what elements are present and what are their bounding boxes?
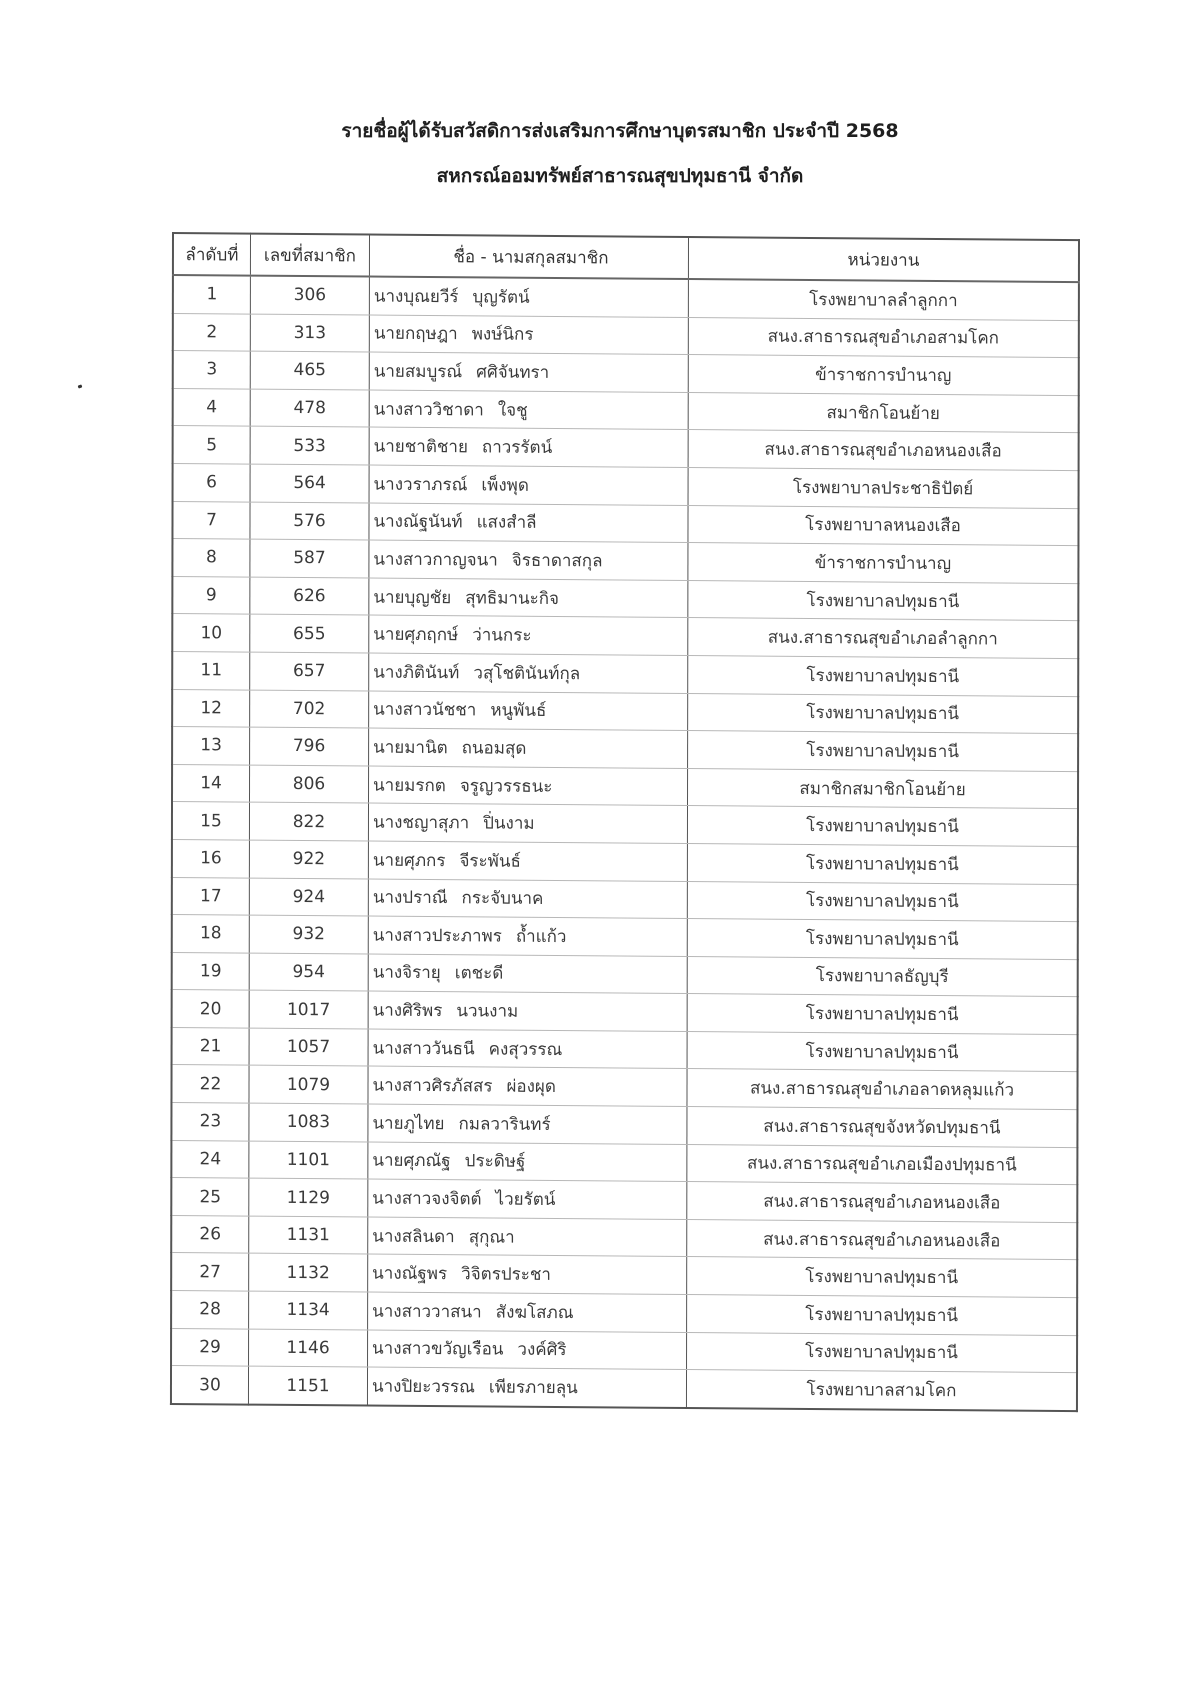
last-name: วิจิตรประชา [461, 1264, 551, 1286]
cell-unit: สนง.สาธารณสุขอำเภอสามโคก [688, 317, 1079, 358]
cell-unit: สมาชิกสมาชิกโอนย้าย [688, 768, 1079, 809]
cell-member-no: 626 [250, 577, 369, 616]
first-name: นางสาววิชาดา [373, 399, 484, 421]
first-name: นายสมบูรณ์ [373, 361, 463, 383]
first-name: นายกฤษฎา [373, 323, 458, 345]
last-name: ถ้ำแก้ว [515, 926, 567, 947]
first-name: นางสลินดา [372, 1226, 455, 1247]
first-name: นายมรกต [373, 775, 446, 796]
cell-member-no: 587 [250, 539, 369, 578]
first-name: นายชาติชาย [373, 436, 468, 458]
organization-name: สหกรณ์ออมทรัพย์สาธารณสุขปทุมธานี จำกัด [436, 165, 804, 187]
cell-unit: โรงพยาบาลหนองเสือ [688, 505, 1079, 546]
cell-member-no: 806 [250, 765, 369, 804]
first-name: นางบุณยวีร์ [373, 286, 459, 308]
cell-seq: 4 [173, 388, 251, 426]
cell-unit: โรงพยาบาลปทุมธานี [687, 1031, 1078, 1072]
cell-member-no: 1057 [249, 1028, 368, 1067]
cell-name [369, 691, 688, 731]
first-name: นายภูไทย [372, 1113, 445, 1135]
cell-unit: โรงพยาบาลปทุมธานี [687, 994, 1078, 1035]
last-name: คงสุวรรณ [488, 1039, 563, 1060]
last-name: จรูญวรรธนะ [459, 775, 553, 797]
cell-name [368, 841, 687, 881]
last-name: ถนอมสุด [461, 738, 527, 759]
cell-seq: 2 [173, 313, 251, 351]
cell-name [368, 1067, 687, 1107]
last-name: ใจชู [497, 400, 528, 421]
last-name: สุทธิมานะกิจ [465, 587, 560, 609]
cell-seq: 10 [172, 614, 250, 652]
cell-seq: 11 [172, 651, 250, 689]
cell-seq: 23 [171, 1103, 249, 1141]
first-name: นายมานิต [373, 737, 448, 759]
cell-unit: โรงพยาบาลปทุมธานี [688, 580, 1079, 621]
cell-member-no: 1151 [248, 1366, 367, 1405]
cell-seq: 26 [171, 1215, 249, 1253]
cell-seq: 1 [173, 275, 251, 314]
cell-unit: สนง.สาธารณสุขอำเภอหนองเสือ [688, 430, 1079, 471]
cell-seq: 8 [172, 539, 250, 577]
cell-member-no: 478 [250, 389, 369, 428]
cell-member-no: 1134 [249, 1291, 368, 1330]
cell-seq: 29 [171, 1328, 249, 1366]
cell-unit: โรงพยาบาลปทุมธานี [687, 806, 1078, 847]
cell-member-no: 576 [250, 502, 369, 541]
cell-unit: สนง.สาธารณสุขอำเภอหนองเสือ [687, 1219, 1078, 1260]
cell-name [368, 1179, 687, 1219]
cell-unit: สนง.สาธารณสุขอำเภอลาดหลุมแก้ว [687, 1069, 1078, 1110]
cell-unit: โรงพยาบาลปทุมธานี [688, 693, 1079, 734]
cell-name [368, 954, 687, 994]
first-name: นางณัฐพร [372, 1263, 448, 1285]
cell-name [368, 1292, 687, 1332]
cell-unit: โรงพยาบาลสามโคก [686, 1370, 1077, 1411]
cell-unit: โรงพยาบาลปทุมธานี [687, 1332, 1078, 1373]
first-name: นางชญาสุภา [372, 812, 470, 834]
cell-seq: 28 [171, 1291, 249, 1329]
cell-member-no: 796 [250, 727, 369, 766]
cell-seq: 13 [172, 727, 250, 765]
cell-unit: โรงพยาบาลปทุมธานี [688, 731, 1079, 772]
cell-name [369, 315, 688, 355]
header-unit: หน่วยงาน [688, 237, 1079, 282]
cell-unit: โรงพยาบาลลำลูกกา [688, 279, 1079, 320]
last-name: แสงสำลี [476, 512, 537, 534]
cell-name [369, 728, 688, 768]
first-name: นางปิยะวรรณ [371, 1376, 475, 1398]
first-name: นางศิริพร [372, 1000, 443, 1022]
cell-seq: 18 [172, 915, 250, 953]
cell-seq: 6 [173, 463, 251, 501]
first-name: นางสาววาสนา [372, 1301, 482, 1323]
cell-member-no: 306 [250, 276, 369, 315]
last-name: กระจับนาค [461, 888, 544, 910]
cell-seq: 21 [172, 1027, 250, 1065]
cell-unit: โรงพยาบาลปทุมธานี [687, 1257, 1078, 1298]
cell-seq: 27 [171, 1253, 249, 1291]
cell-seq: 12 [172, 689, 250, 727]
cell-unit: ข้าราชการบำนาญ [688, 355, 1079, 396]
table-body [171, 275, 1079, 1411]
first-name: นายศุภณัฐ [372, 1151, 451, 1172]
cell-name [368, 879, 687, 919]
last-name: พงษ์นิกร [471, 324, 534, 346]
last-name: กมลวารินทร์ [458, 1114, 551, 1135]
cell-unit: โรงพยาบาลปทุมธานี [687, 1295, 1078, 1336]
last-name: ถาวรรัตน์ [481, 437, 553, 459]
table-row [171, 1366, 1077, 1411]
last-name: เพียรภายลุน [488, 1377, 578, 1399]
cell-name [368, 1104, 687, 1144]
cell-member-no: 1101 [249, 1141, 368, 1180]
first-name: นางสาววันธนี [372, 1038, 475, 1060]
cell-member-no: 1083 [249, 1103, 368, 1142]
first-name: นางวราภรณ์ [373, 474, 468, 496]
cell-member-no: 822 [249, 802, 368, 841]
last-name: ผ่องผุด [506, 1076, 556, 1098]
first-name: นางภิตินันท์ [373, 662, 460, 683]
cell-name [369, 540, 688, 580]
document-title: รายชื่อผู้ได้รับสวัสดิการส่งเสริมการศึกษาบุตรสมาชิก ประจำปี 2568 [341, 120, 899, 142]
cell-seq: 20 [172, 990, 250, 1028]
cell-name [367, 1367, 686, 1408]
cell-member-no: 702 [250, 690, 369, 729]
cell-name [369, 277, 688, 318]
cell-name [369, 427, 688, 467]
first-name: นางสาวจงจิตต์ [372, 1188, 482, 1210]
cell-seq: 14 [172, 764, 250, 802]
cell-seq: 25 [171, 1178, 249, 1216]
cell-name [368, 1142, 687, 1182]
cell-seq: 3 [173, 351, 251, 389]
last-name: ไวยรัตน์ [495, 1189, 556, 1211]
cell-member-no: 1129 [249, 1178, 368, 1217]
cell-member-no: 313 [250, 314, 369, 353]
cell-name [369, 653, 688, 693]
recipients-table [170, 232, 1080, 1412]
cell-name [368, 1029, 687, 1069]
cell-name [368, 1254, 687, 1294]
cell-member-no: 932 [249, 915, 368, 954]
last-name: ศศิจันทรา [476, 362, 550, 383]
last-name: บุญรัตน์ [472, 287, 530, 308]
cell-member-no: 1146 [249, 1329, 368, 1368]
cell-seq: 9 [172, 576, 250, 614]
cell-unit: สนง.สาธารณสุขอำเภอลำลูกกา [688, 618, 1079, 659]
cell-unit: สมาชิกโอนย้าย [688, 392, 1079, 433]
last-name: สุกุณา [468, 1226, 515, 1248]
cell-unit: ข้าราชการบำนาญ [688, 543, 1079, 584]
cell-name [368, 803, 687, 843]
cell-seq: 17 [172, 877, 250, 915]
header-seq: ลำดับที่ [173, 233, 251, 276]
last-name: สังฆโสภณ [495, 1302, 574, 1323]
cell-unit: สนง.สาธารณสุขจังหวัดปทุมธานี [687, 1107, 1078, 1148]
cell-name [369, 352, 688, 392]
cell-name [369, 615, 688, 655]
cell-name [369, 390, 688, 430]
cell-unit: โรงพยาบาลปทุมธานี [687, 843, 1078, 884]
cell-name [368, 991, 687, 1031]
cell-unit: สนง.สาธารณสุขอำเภอเมืองปทุมธานี [687, 1144, 1078, 1185]
cell-seq: 24 [171, 1140, 249, 1178]
last-name: ประดิษฐ์ [464, 1151, 526, 1173]
cell-seq: 15 [172, 802, 250, 840]
first-name: นางสาวศิรภัสสร [372, 1075, 493, 1097]
first-name: นางณัฐนันท์ [373, 511, 463, 533]
cell-member-no: 655 [250, 614, 369, 653]
cell-name [369, 766, 688, 806]
header-name: ชื่อ - นามสกุลสมาชิก [369, 235, 688, 280]
cell-name [369, 465, 688, 505]
last-name: ว่านกระ [472, 625, 532, 646]
cell-seq: 19 [172, 952, 250, 990]
last-name: นวนงาม [456, 1001, 519, 1022]
first-name: นางปราณี [372, 887, 448, 909]
cell-member-no: 465 [250, 351, 369, 390]
cell-name [368, 1217, 687, 1257]
last-name: เพ็งพุด [481, 475, 529, 496]
cell-member-no: 657 [250, 652, 369, 691]
cell-name [369, 578, 688, 618]
cell-member-no: 1132 [249, 1254, 368, 1293]
cell-member-no: 922 [249, 840, 368, 879]
cell-unit: โรงพยาบาลประชาธิปัตย์ [688, 468, 1079, 509]
cell-member-no: 954 [249, 953, 368, 992]
cell-name [368, 916, 687, 956]
last-name: จีระพันธ์ [459, 850, 521, 872]
cell-unit: โรงพยาบาลธัญบุรี [687, 956, 1078, 997]
cell-seq: 30 [171, 1366, 249, 1405]
last-name: วงค์ศิริ [517, 1340, 567, 1361]
first-name: นายศุภกร [372, 850, 446, 871]
table-header-row [173, 233, 1079, 282]
cell-member-no: 1131 [249, 1216, 368, 1255]
cell-name [369, 503, 688, 543]
first-name: นางสาวขวัญเรือน [372, 1338, 504, 1361]
header-member-no: เลขที่สมาชิก [250, 234, 369, 277]
cell-unit: โรงพยาบาลปทุมธานี [688, 655, 1079, 696]
cell-unit: โรงพยาบาลปทุมธานี [687, 881, 1078, 922]
cell-seq: 22 [171, 1065, 249, 1103]
first-name: นายศุภฤกษ์ [373, 624, 459, 646]
last-name: ปิ่นงาม [483, 813, 535, 834]
first-name: นางสาวนัชชา [373, 699, 477, 721]
first-name: นางสาวประภาพร [372, 925, 502, 947]
last-name: เตชะดี [454, 963, 504, 985]
first-name: นางสาวกาญจนา [373, 549, 498, 571]
first-name: นางจิรายุ [372, 963, 441, 984]
cell-member-no: 1079 [249, 1066, 368, 1105]
cell-unit: โรงพยาบาลปทุมธานี [687, 919, 1078, 960]
cell-unit: สนง.สาธารณสุขอำเภอหนองเสือ [687, 1182, 1078, 1223]
last-name: จิรธาดาสกุล [511, 550, 603, 572]
cell-member-no: 533 [250, 426, 369, 465]
scan-speck [78, 384, 83, 388]
cell-seq: 5 [173, 426, 251, 464]
cell-member-no: 1017 [249, 990, 368, 1029]
cell-member-no: 924 [249, 878, 368, 917]
cell-seq: 7 [172, 501, 250, 539]
last-name: หนูพันธ์ [490, 700, 547, 722]
cell-name [368, 1330, 687, 1370]
last-name: วสุโชตินันท์กุล [473, 663, 581, 684]
first-name: นายบุญชัย [373, 587, 452, 608]
cell-seq: 16 [172, 839, 250, 877]
cell-member-no: 564 [250, 464, 369, 503]
